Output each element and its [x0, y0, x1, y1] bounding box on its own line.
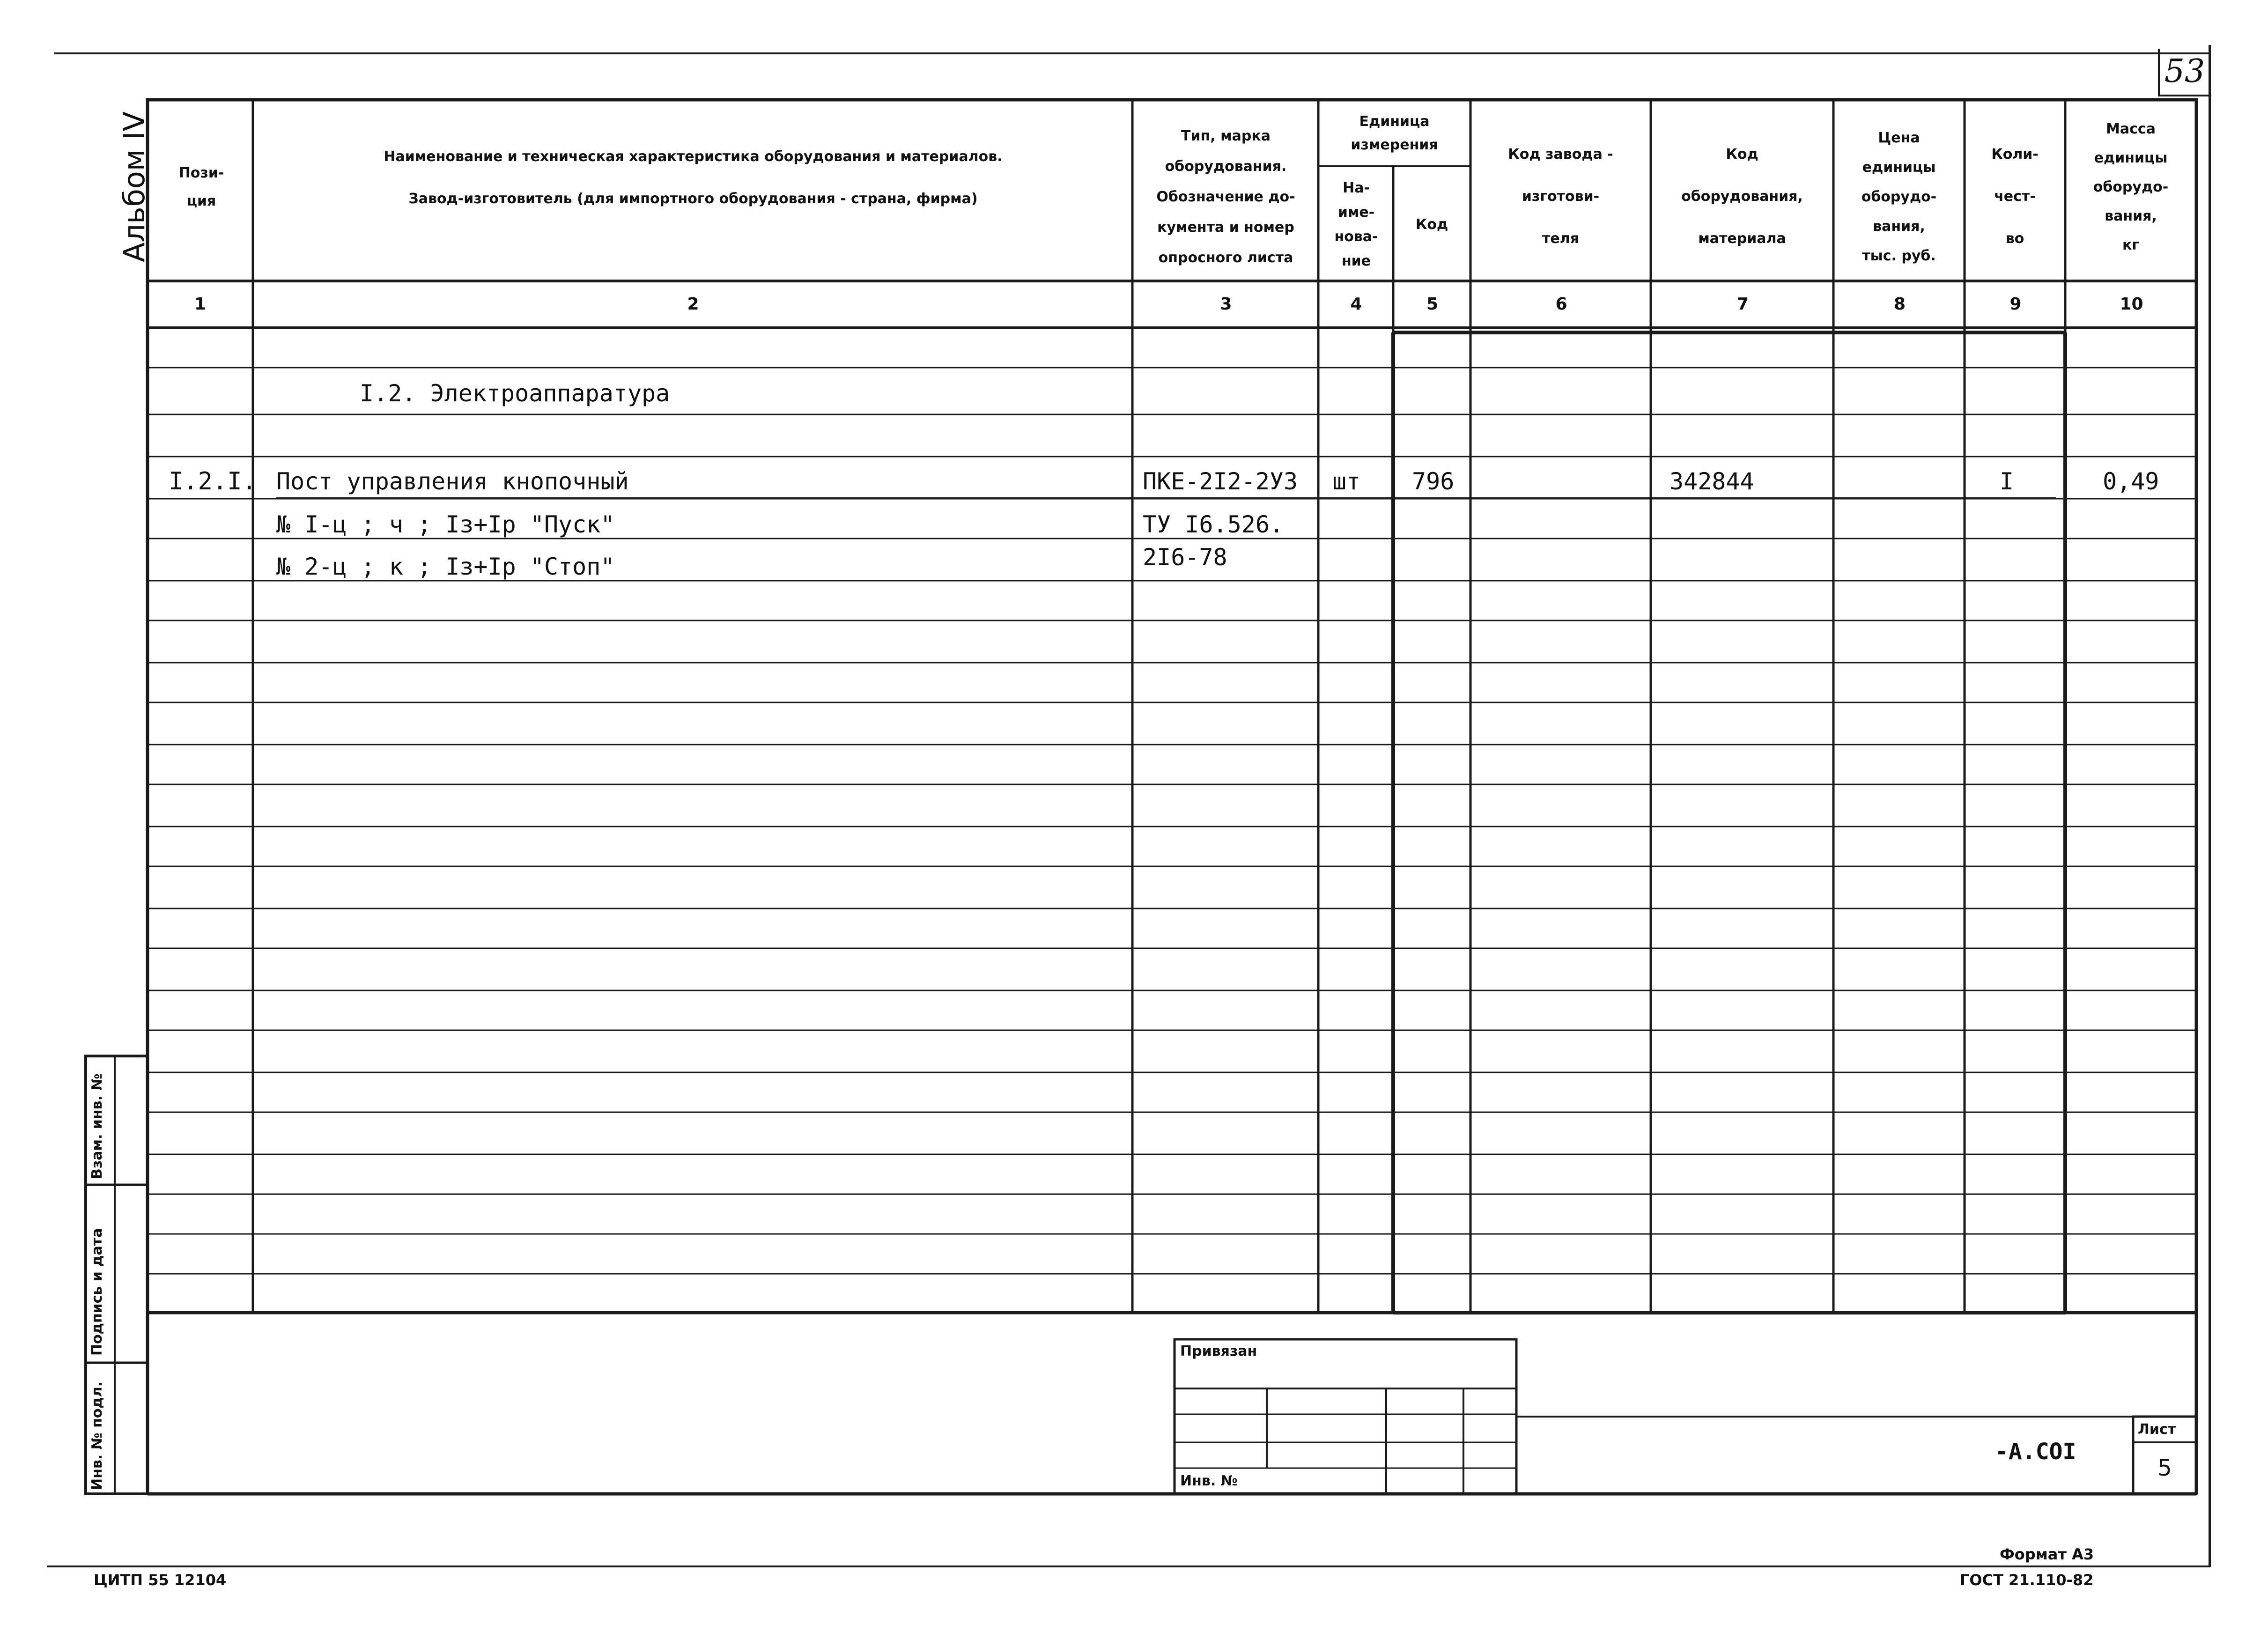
header-col4-line3: нова- [1334, 229, 1378, 245]
side-label-replacement-inv: Взам. инв. № [89, 1073, 105, 1179]
column-number-5: 5 [1426, 295, 1439, 314]
header-col10-line2: единицы [2094, 150, 2168, 166]
column-number-3: 3 [1220, 295, 1232, 314]
header-col6-line1: Код завода - [1508, 146, 1613, 162]
footer-line [47, 1566, 1967, 1567]
item-type-line1: ПКЕ-2I2-2УЗ [1143, 468, 1298, 495]
item-unit-name: шт [1332, 468, 1361, 495]
column-number-9: 9 [2009, 295, 2022, 314]
footer-gost: ГОСТ 21.110-82 [1960, 1571, 2094, 1589]
underline-row1 [276, 497, 2056, 499]
header-col5-line1: Код [1415, 216, 1448, 233]
column-number-1: 1 [194, 295, 207, 314]
header-col4-line4: ние [1341, 253, 1371, 269]
header-col10 [2068, 108, 2194, 267]
header-col7-line2: оборудования, [1681, 188, 1803, 205]
header-col10-line5: кг [2122, 237, 2140, 253]
header-col3-line4: кумента и номер [1157, 219, 1294, 236]
item-position: I.2.I. [169, 467, 257, 495]
header-col6-line2: изготови- [1522, 188, 1600, 205]
item-name-line2: № I-ц ; ч ; Iз+Iр "Пуск" [276, 511, 615, 538]
item-type-line3: 2I6-78 [1143, 544, 1227, 571]
header-col7-line1: Код [1726, 146, 1758, 162]
header-unit-line2: измерения [1351, 136, 1438, 153]
item-quantity: I [2000, 468, 2014, 495]
side-label-original-inv: Инв. № подл. [89, 1381, 105, 1490]
footer-format: Формат А3 [2000, 1545, 2094, 1563]
header-col9-line1: Коли- [1991, 146, 2039, 162]
item-equipment-code: 342844 [1670, 468, 1754, 495]
header-col7 [1653, 126, 1831, 267]
page-number: 53 [2164, 53, 2205, 90]
header-col2-line1: Наименование и техническая характеристика оборудования и материалов. [384, 148, 1003, 165]
album-label: Альбом IV [117, 111, 151, 262]
header-col1-line1: Пози- [178, 165, 224, 181]
side-label-signature-date: Подпись и дата [89, 1228, 105, 1356]
header-col9 [1967, 126, 2063, 267]
item-mass: 0,49 [2103, 468, 2159, 495]
footer-left-code: ЦИТП 55 12104 [94, 1571, 227, 1589]
header-col9-line2: чест- [1994, 188, 2036, 205]
header-col1 [159, 150, 244, 225]
header-col10-line1: Масса [2106, 121, 2156, 137]
item-name-line3: № 2-ц ; к ; Iз+Iр "Стоп" [276, 553, 615, 580]
header-col10-line4: вания, [2105, 208, 2157, 224]
header-col3-line2: оборудования. [1165, 158, 1287, 175]
header-col7-line3: материала [1698, 230, 1786, 247]
header-col10-line3: оборудо- [2093, 179, 2169, 195]
item-type-line2: ТУ I6.526. [1143, 511, 1284, 538]
header-col2 [262, 136, 1124, 220]
header-col8 [1836, 117, 1962, 276]
stamp-sheet-label: Лист [2138, 1421, 2176, 1438]
column-number-2: 2 [687, 295, 699, 314]
column-number-8: 8 [1893, 295, 1906, 314]
item-unit-code: 796 [1412, 468, 1455, 495]
header-col3-line1: Тип, марка [1181, 128, 1271, 144]
stamp-linked-label: Привязан [1180, 1343, 1257, 1359]
header-col6-line3: теля [1542, 230, 1579, 247]
header-col2-line2: Завод-изготовитель (для импортного оборудования - страна, фирма) [408, 191, 978, 207]
header-col8-line3: оборудо- [1861, 188, 1937, 205]
header-col6 [1473, 126, 1648, 267]
stamp-sheet-value: 5 [2157, 1455, 2172, 1481]
header-col5 [1396, 171, 1468, 279]
column-number-6: 6 [1555, 295, 1567, 314]
header-col1-line2: ция [186, 193, 216, 209]
column-number-10: 10 [2120, 295, 2143, 314]
column-number-7: 7 [1736, 295, 1749, 314]
header-unit-line1: Единица [1359, 113, 1430, 130]
stamp-inv-label: Инв. № [1180, 1473, 1238, 1489]
header-col8-line4: вания, [1873, 218, 1925, 235]
column-number-4: 4 [1350, 295, 1362, 314]
header-unit-group [1321, 104, 1468, 162]
header-col8-line1: Цена [1878, 129, 1920, 146]
header-col3-line5: опросного листа [1158, 250, 1293, 266]
section-title: I.2. Электроаппаратура [360, 380, 670, 407]
item-name-line1: Пост управления кнопочный [276, 468, 629, 495]
header-col9-line3: во [2005, 230, 2024, 247]
header-col3 [1136, 116, 1316, 278]
header-col3-line3: Обозначение до- [1156, 189, 1295, 205]
stamp-doc-code: -А.СОI [1995, 1439, 2076, 1465]
header-col4 [1321, 171, 1392, 279]
header-col8-line2: единицы [1862, 159, 1936, 176]
header-col8-line5: тыс. руб. [1862, 247, 1936, 264]
header-col4-line2: име- [1337, 204, 1375, 221]
header-col4-line1: На- [1343, 180, 1370, 196]
